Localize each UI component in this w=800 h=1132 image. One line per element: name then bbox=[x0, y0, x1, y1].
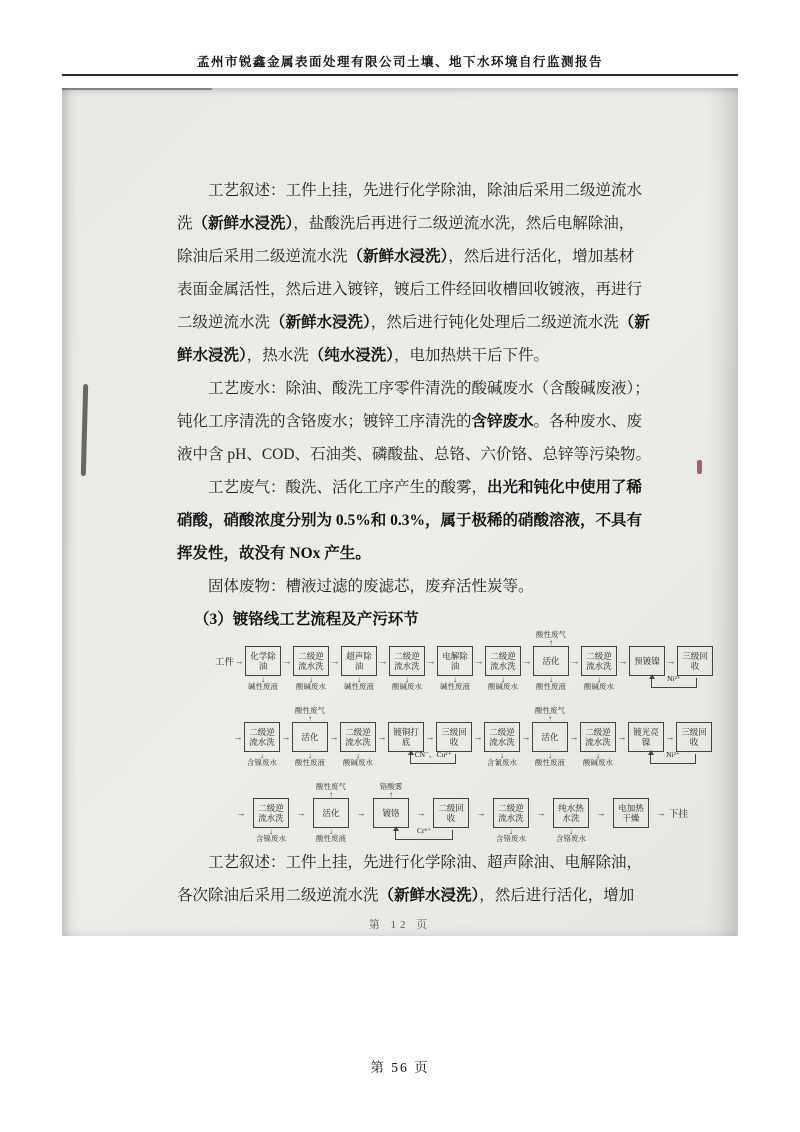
process-step-box: 电解除油 bbox=[437, 646, 473, 676]
waste-label: 酸性废液 bbox=[316, 834, 346, 844]
waste-label: 含铬废水 bbox=[556, 834, 586, 844]
para-process-description-zinc: 工艺叙述：工件上挂，先进行化学除油，除油后采用二级逆流水 bbox=[208, 182, 643, 199]
flow-arrow-icon: → bbox=[425, 732, 435, 742]
flow-arrow-icon: → bbox=[665, 732, 675, 742]
process-step-box: 镀铜打底 bbox=[388, 722, 424, 752]
flow-arrow-icon: → bbox=[281, 732, 291, 742]
recovery-return-line bbox=[410, 750, 456, 764]
process-step-box: 三级回收 bbox=[677, 646, 713, 676]
flow-arrow-icon: → bbox=[378, 656, 388, 666]
process-step-box: 二级逆流水洗 bbox=[340, 722, 376, 752]
flow-cell bbox=[242, 702, 282, 778]
flow-cell bbox=[387, 626, 427, 702]
flow-cell bbox=[386, 702, 426, 778]
waste-label: 酸碱废水 bbox=[488, 682, 519, 692]
down-arrow-icon: ↓ bbox=[308, 751, 312, 760]
down-arrow-icon: ↓ bbox=[356, 751, 360, 760]
waste-label: 酸碱废水 bbox=[296, 682, 327, 692]
process-step-box: 镀光亮镍 bbox=[628, 722, 664, 752]
para-process-wastegas: 工艺废气：酸洗、活化工序产生的酸雾，出光和钝化中使用了稀 bbox=[208, 479, 643, 496]
down-arrow-icon: ↓ bbox=[597, 675, 602, 684]
flow-arrow-icon: → bbox=[569, 732, 579, 742]
recovery-return-line bbox=[651, 674, 697, 688]
process-step-box: 二级逆流水洗 bbox=[581, 646, 617, 676]
flow-cell bbox=[548, 778, 594, 854]
flow-cell bbox=[626, 702, 666, 778]
process-step-box: 电加热干燥 bbox=[613, 798, 649, 828]
down-arrow-icon: ↓ bbox=[549, 675, 554, 684]
header-divider bbox=[62, 74, 738, 76]
down-arrow-icon: ↓ bbox=[569, 827, 573, 836]
scan-artifact bbox=[81, 384, 88, 476]
flow-cell bbox=[488, 778, 534, 854]
para-process-description-zinc: 鲜水浸洗），热水洗（纯水浸洗），电加热烘干后下件。 bbox=[177, 347, 550, 364]
body-paragraphs bbox=[177, 174, 652, 636]
down-arrow-icon: ↓ bbox=[501, 675, 506, 684]
flow-arrow-icon: → bbox=[296, 808, 306, 818]
down-arrow-icon: ↓ bbox=[269, 827, 273, 836]
down-arrow-icon: ↓ bbox=[261, 675, 266, 684]
flow-row bbox=[214, 702, 724, 778]
process-step-box: 活化 bbox=[292, 722, 328, 752]
down-arrow-icon: ↓ bbox=[309, 675, 314, 684]
flow-cell bbox=[338, 702, 378, 778]
flow-cell bbox=[434, 702, 474, 778]
flow-cell bbox=[675, 626, 715, 702]
flow-cell bbox=[435, 626, 475, 702]
scan-page-number: 第 12 页 bbox=[368, 919, 432, 931]
waste-label: 酸性废液 bbox=[295, 758, 325, 768]
flow-arrow-icon: → bbox=[356, 808, 366, 818]
flow-cell bbox=[482, 702, 522, 778]
flow-arrow-icon: → bbox=[666, 656, 676, 666]
flow-arrow-icon: → bbox=[330, 656, 340, 666]
flow-arrow-icon: → bbox=[618, 656, 628, 666]
process-step-box: 二级逆流水洗 bbox=[485, 646, 521, 676]
para-process-wastegas: 硝酸，硝酸浓度分别为 0.5%和 0.3%，属于极稀的硝酸溶液，不具有 bbox=[177, 512, 643, 529]
heading-chrome-line: （3）镀铬线工艺流程及产污环节 bbox=[194, 611, 419, 628]
process-step-box: 二级逆流水洗 bbox=[293, 646, 329, 676]
flow-arrow-icon: → bbox=[329, 732, 339, 742]
process-step-box: 纯水热水洗 bbox=[553, 798, 589, 828]
flow-row bbox=[214, 626, 724, 702]
process-step-box: 二级逆流水洗 bbox=[244, 722, 280, 752]
flow-arrow-icon: → bbox=[377, 732, 387, 742]
scanned-page-image bbox=[62, 88, 738, 936]
down-arrow-icon: ↓ bbox=[548, 751, 552, 760]
flow-arrow-icon: → bbox=[282, 656, 292, 666]
process-step-box: 活化 bbox=[533, 646, 569, 676]
scan-artifact bbox=[62, 88, 212, 90]
flow-arrow-icon: → bbox=[536, 808, 546, 818]
flow-arrow-icon: → bbox=[522, 656, 532, 666]
flow-end-label: 下挂 bbox=[669, 810, 689, 820]
process-step-box: 二级逆流水洗 bbox=[484, 722, 520, 752]
recovered-ion-label: Ni²⁺ bbox=[667, 674, 681, 683]
waste-label: 酸碱废水 bbox=[343, 758, 373, 768]
down-arrow-icon: ↓ bbox=[329, 827, 333, 836]
report-header-title: 孟州市锐鑫金属表面处理有限公司土壤、地下水环境自行监测报告 bbox=[196, 55, 603, 69]
para-solid-waste: 固体废物：槽液过滤的废滤芯，废弃活性炭等。 bbox=[208, 578, 534, 595]
down-arrow-icon: ↓ bbox=[260, 751, 264, 760]
flow-cell bbox=[627, 626, 667, 702]
emission-label: 铬酸雾 bbox=[379, 781, 403, 791]
flow-arrow-icon: → bbox=[596, 808, 606, 818]
up-arrowhead-icon bbox=[408, 750, 414, 755]
recovered-ion-label: Cr⁶⁺ bbox=[416, 826, 432, 835]
up-arrow-icon: ↑ bbox=[329, 789, 333, 799]
flow-arrow-icon: → bbox=[236, 808, 246, 818]
flow-arrow-icon: → bbox=[617, 732, 627, 742]
recovered-ion-label: Ni²⁺ bbox=[666, 750, 680, 759]
flow-arrow-icon: → bbox=[476, 808, 486, 818]
flow-cell bbox=[248, 778, 294, 854]
waste-label: 含镍废水 bbox=[247, 758, 277, 768]
emission-label: 酸性废气 bbox=[295, 705, 325, 715]
down-arrow-icon: ↓ bbox=[500, 751, 504, 760]
up-arrow-icon: ↑ bbox=[549, 637, 554, 647]
process-step-box: 超声除油 bbox=[341, 646, 377, 676]
flow-cell bbox=[579, 626, 619, 702]
process-step-box: 二级逆流水洗 bbox=[493, 798, 529, 828]
recovery-return-line bbox=[650, 750, 696, 764]
waste-label: 含氰废水 bbox=[487, 758, 517, 768]
process-step-box: 化学除油 bbox=[245, 646, 281, 676]
process-step-box: 二级回收 bbox=[433, 798, 469, 828]
down-arrow-icon: ↓ bbox=[357, 675, 362, 684]
process-step-box: 镀铬 bbox=[373, 798, 409, 828]
para-process-description-chrome: 工艺叙述：工件上挂，先进行化学除油、超声除油、电解除油， bbox=[208, 854, 643, 871]
flow-arrow-icon: → bbox=[426, 656, 436, 666]
process-step-box: 二级逆流水洗 bbox=[253, 798, 289, 828]
emission-label: 酸性废气 bbox=[536, 629, 567, 639]
para-process-wastewater: 工艺废水：除油、酸洗工序零件清洗的酸碱废水（含酸碱废液）； bbox=[208, 380, 650, 397]
waste-label: 酸碱废水 bbox=[583, 758, 613, 768]
flow-arrow-icon: → bbox=[521, 732, 531, 742]
waste-label: 含铬废水 bbox=[496, 834, 526, 844]
flow-cell bbox=[578, 702, 618, 778]
scan-artifact bbox=[697, 460, 702, 474]
waste-label: 碱性废液 bbox=[344, 682, 375, 692]
waste-label: 碱性废液 bbox=[248, 682, 279, 692]
emission-label: 酸性废气 bbox=[535, 705, 565, 715]
up-arrow-icon: ↑ bbox=[308, 713, 312, 723]
flow-start-label: 工件 bbox=[215, 658, 235, 668]
flow-cell bbox=[531, 626, 571, 702]
up-arrow-icon: ↑ bbox=[389, 789, 393, 799]
waste-label: 酸碱废水 bbox=[392, 682, 423, 692]
flow-cell bbox=[290, 702, 330, 778]
waste-label: 碱性废液 bbox=[440, 682, 471, 692]
recovery-return-line bbox=[395, 826, 453, 840]
flow-arrow-icon: → bbox=[570, 656, 580, 666]
up-arrowhead-icon bbox=[649, 674, 655, 679]
para-process-description-zinc: 洗（新鲜水浸洗），盐酸洗后再进行二级逆流水洗，然后电解除油， bbox=[177, 215, 635, 232]
process-step-box: 二级逆流水洗 bbox=[580, 722, 616, 752]
flow-cell bbox=[291, 626, 331, 702]
flow-cell bbox=[339, 626, 379, 702]
flow-cell bbox=[530, 702, 570, 778]
process-step-box: 预镀镍 bbox=[629, 646, 665, 676]
down-arrow-icon: ↓ bbox=[596, 751, 600, 760]
para-process-wastewater: 液中含 pH、COD、石油类、磷酸盐、总铬、六价铬、总锌等污染物。 bbox=[177, 446, 652, 463]
flow-arrow-icon: → bbox=[233, 732, 243, 742]
flow-cell bbox=[674, 702, 714, 778]
flow-arrow-icon: → bbox=[656, 808, 666, 818]
para-process-description-zinc: 表面金属活性，然后进入镀锌，镀后工件经回收槽回收镀液，再进行 bbox=[177, 281, 643, 298]
para-process-description-chrome: 各次除油后采用二级逆流水洗（新鲜水浸洗），然后进行活化，增加 bbox=[177, 887, 635, 904]
footer-page-number: 第 56 页 bbox=[370, 1060, 430, 1075]
process-step-box: 活化 bbox=[532, 722, 568, 752]
up-arrow-icon: ↑ bbox=[548, 713, 552, 723]
waste-label: 酸碱废水 bbox=[584, 682, 615, 692]
waste-label: 酸性废液 bbox=[535, 758, 565, 768]
bottom-paragraph bbox=[177, 846, 657, 912]
up-arrowhead-icon bbox=[648, 750, 654, 755]
down-arrow-icon: ↓ bbox=[453, 675, 458, 684]
flow-cell bbox=[428, 778, 474, 854]
flow-cell bbox=[483, 626, 523, 702]
para-process-wastewater: 钝化工序清洗的含铬废水；镀锌工序清洗的含锌废水。各种废水、废 bbox=[177, 413, 643, 430]
flow-arrow-icon: → bbox=[474, 656, 484, 666]
flow-arrow-icon: → bbox=[234, 656, 244, 666]
flow-cell bbox=[608, 778, 654, 854]
down-arrow-icon: ↓ bbox=[509, 827, 513, 836]
up-arrowhead-icon bbox=[393, 826, 399, 831]
emission-label: 酸性废气 bbox=[316, 781, 346, 791]
waste-label: 酸性废液 bbox=[536, 682, 567, 692]
process-flow-diagram bbox=[214, 626, 724, 854]
process-step-box: 二级逆流水洗 bbox=[389, 646, 425, 676]
process-step-box: 三级回收 bbox=[676, 722, 712, 752]
flow-arrow-icon: → bbox=[416, 808, 426, 818]
para-process-description-zinc: 除油后采用二级逆流水洗（新鲜水浸洗），然后进行活化，增加基材 bbox=[177, 248, 635, 265]
para-process-wastegas: 挥发性，故没有 NOx 产生。 bbox=[177, 545, 371, 562]
flow-cell bbox=[308, 778, 354, 854]
para-process-description-zinc: 二级逆流水洗（新鲜水浸洗），然后进行钝化处理后二级逆流水洗（新 bbox=[177, 314, 650, 331]
flow-arrow-icon: → bbox=[473, 732, 483, 742]
flow-row bbox=[214, 778, 724, 854]
process-step-box: 活化 bbox=[313, 798, 349, 828]
process-step-box: 三级回收 bbox=[436, 722, 472, 752]
waste-label: 含镍废水 bbox=[256, 834, 286, 844]
recovered-ion-label: CN⁻、Cu²⁺ bbox=[414, 750, 452, 759]
flow-cell bbox=[368, 778, 414, 854]
flow-cell bbox=[243, 626, 283, 702]
down-arrow-icon: ↓ bbox=[405, 675, 410, 684]
